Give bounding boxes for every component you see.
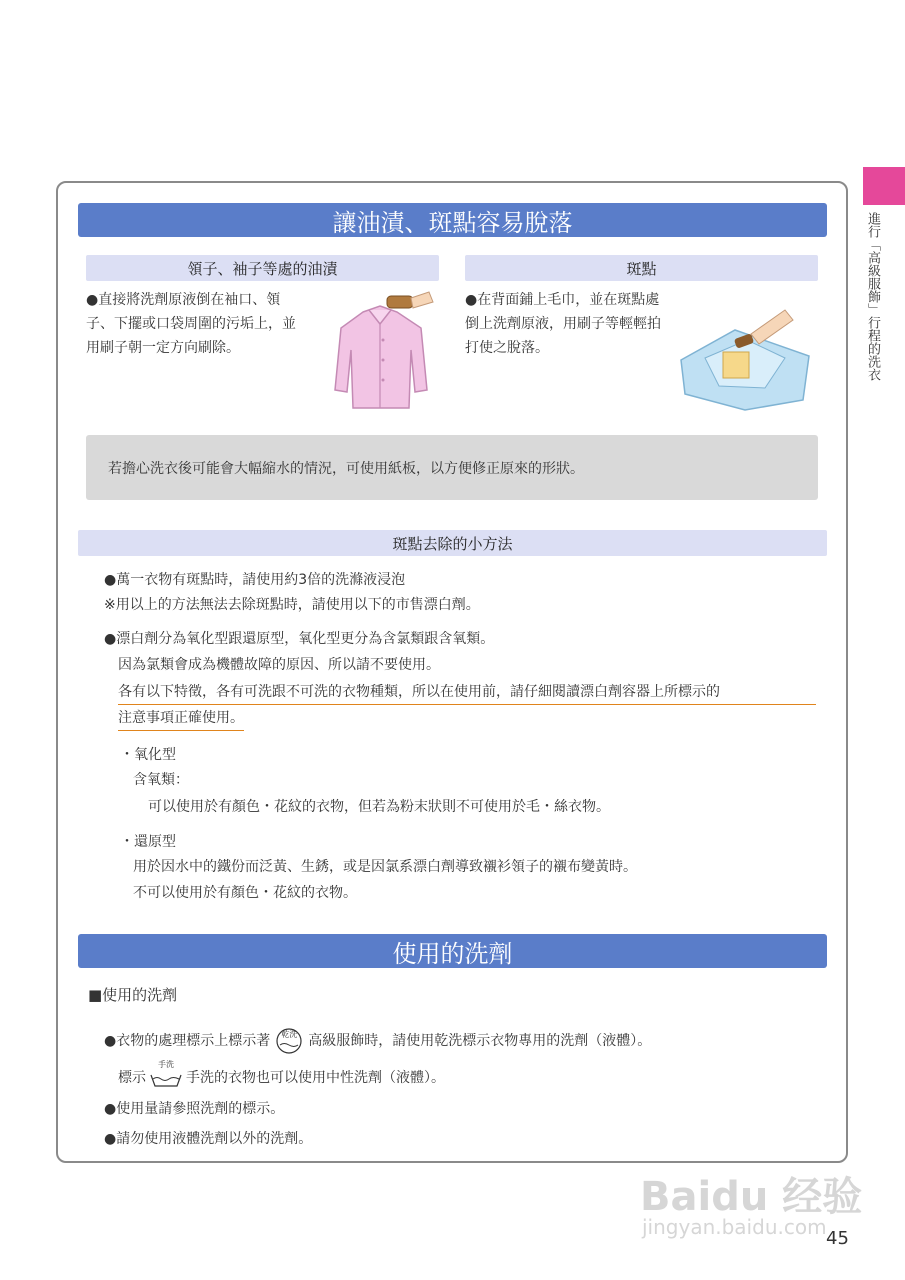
spot-dabbing-illustration bbox=[675, 300, 815, 415]
section-title-stains: 讓油漬、斑點容易脫落 bbox=[78, 203, 827, 237]
bleach-fallback-note: ※用以上的方法無法去除斑點時，請使用以下的市售漂白劑。 bbox=[104, 597, 480, 613]
bleach-caution-line-2 bbox=[118, 706, 244, 731]
subheading-spot-removal-tips: 斑點去除的小方法 bbox=[78, 530, 827, 556]
page-number: 45 bbox=[826, 1228, 849, 1249]
dry-clean-line bbox=[104, 1028, 651, 1054]
watermark-logo: Baidu 经验 bbox=[640, 1174, 863, 1220]
side-chapter-label: 進行「高級服飾」行程的洗衣 bbox=[865, 212, 880, 381]
collar-oil-instructions: ●直接將洗劑原液倒在袖口、領子、下擺或口袋周圍的污垢上，並用刷子朝一定方向刷除。 bbox=[86, 292, 296, 356]
dry-clean-symbol-label: 乾洗 bbox=[281, 1030, 298, 1039]
dosage-note: ●使用量請參照洗劑的標示。 bbox=[104, 1101, 285, 1117]
dry-clean-line-prefix: ●衣物的處理標示上標示著 bbox=[104, 1033, 271, 1049]
bleach-caution-text-2: 注意事項正確使用。 bbox=[118, 710, 244, 726]
hand-wash-line-suffix: 手洗的衣物也可以使用中性洗劑（液體）。 bbox=[186, 1070, 445, 1086]
liquid-only-note: ●請勿使用液體洗劑以外的洗劑。 bbox=[104, 1131, 313, 1147]
shrink-note-box bbox=[86, 435, 818, 500]
bleach-caution-line-1 bbox=[118, 680, 816, 705]
hand-wash-line bbox=[118, 1060, 445, 1090]
section-title-detergent: 使用的洗劑 bbox=[78, 934, 827, 968]
oxygen-based-description: 可以使用於有顏色・花紋的衣物，但若為粉末狀則不可使用於毛・絲衣物。 bbox=[148, 799, 610, 815]
dry-clean-line-suffix: 高級服飾時，請使用乾洗標示衣物專用的洗劑（液體）。 bbox=[308, 1033, 652, 1049]
section-tab-marker bbox=[863, 167, 905, 205]
oxidizing-type-title: ・氧化型 bbox=[120, 747, 176, 763]
detergent-subheading: ■使用的洗劑 bbox=[88, 986, 178, 1004]
hand-wash-symbol-icon bbox=[148, 1060, 184, 1090]
oxygen-based-label: 含氧類： bbox=[133, 772, 189, 788]
reducing-type-usage: 用於因水中的鐵份而泛黃、生銹，或是因氯系漂白劑導致襯衫領子的襯布變黃時。 bbox=[133, 859, 637, 875]
hand-wash-symbol-label: 手洗 bbox=[158, 1060, 174, 1069]
shirt-brushing-illustration bbox=[325, 290, 435, 415]
chlorine-warning: 因為氯類會成為機體故障的原因、所以請不要使用。 bbox=[118, 657, 440, 673]
subheading-collar-oil: 領子、袖子等處的油漬 bbox=[86, 255, 439, 281]
spot-instructions: ●在背面鋪上毛巾，並在斑點處倒上洗劑原液，用刷子等輕輕拍打使之脫落。 bbox=[465, 292, 661, 356]
reducing-type-title: ・還原型 bbox=[120, 834, 176, 850]
dry-clean-symbol-icon bbox=[274, 1028, 304, 1054]
hand-wash-line-prefix: 標示 bbox=[118, 1070, 146, 1086]
spot-soak-tip: ●萬一衣物有斑點時，請使用約3倍的洗滌液浸泡 bbox=[104, 572, 406, 588]
bleach-caution-text-1: 各有以下特徵，各有可洗跟不可洗的衣物種類，所以在使用前，請仔細閱讀漂白劑容器上所標示的 bbox=[118, 684, 720, 700]
subheading-spots: 斑點 bbox=[465, 255, 818, 281]
reducing-type-restriction: 不可以使用於有顏色・花紋的衣物。 bbox=[133, 885, 357, 901]
bleach-types-line: ●漂白劑分為氧化型跟還原型，氧化型更分為含氯類跟含氧類。 bbox=[104, 631, 495, 647]
shrink-note-text: 若擔心洗衣後可能會大幅縮水的情況，可使用紙板，以方便修正原來的形狀。 bbox=[108, 460, 584, 477]
watermark-url: jingyan.baidu.com bbox=[642, 1215, 827, 1239]
